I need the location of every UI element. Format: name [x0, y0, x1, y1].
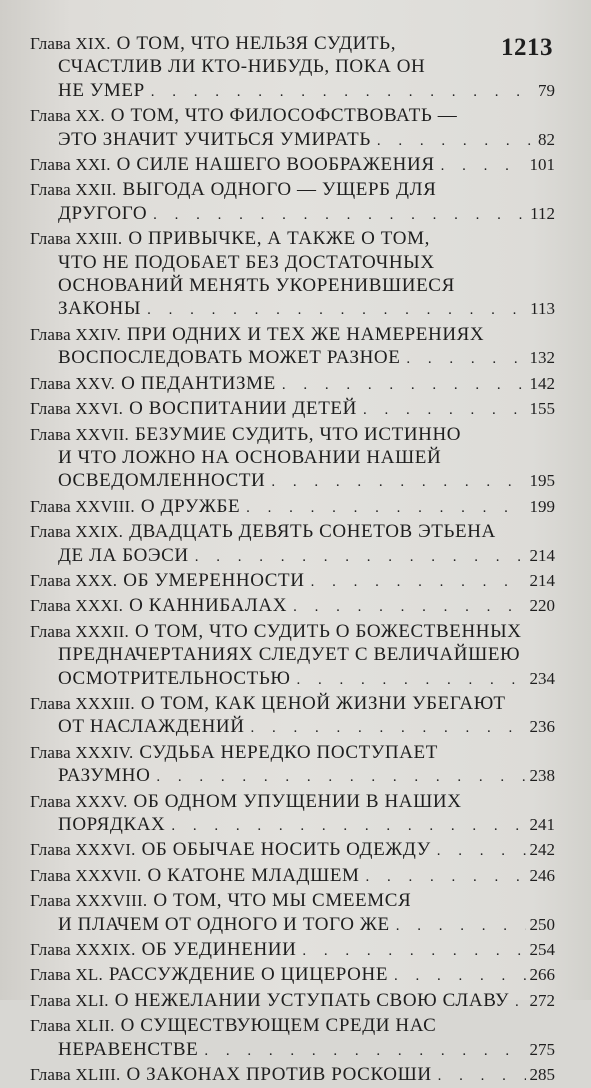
- toc-line: [30, 297, 555, 322]
- chapter-title-line: ДВАДЦАТЬ ДЕВЯТЬ СОНЕТОВ ЭТЬЕНА: [129, 521, 496, 543]
- chapter-title-line: О ДРУЖБЕ: [140, 495, 241, 517]
- chapter-label: Глава XXXIII.: [30, 693, 135, 713]
- toc-line: [30, 813, 555, 838]
- toc-line: [30, 274, 555, 297]
- toc-entry: [30, 838, 555, 863]
- toc-entry: [30, 104, 555, 153]
- toc-line: [30, 397, 555, 422]
- toc-entry: [30, 1014, 555, 1063]
- toc-line: [30, 520, 555, 543]
- leader-dots: [363, 399, 526, 422]
- toc-line: [30, 55, 555, 78]
- leader-dots: [515, 991, 525, 1014]
- toc-line: [30, 372, 555, 397]
- chapter-label: Глава XXVI.: [30, 399, 124, 419]
- chapter-title-line: О ТОМ, ЧТО НЕЛЬЗЯ СУДИТЬ,: [116, 33, 397, 54]
- toc-line: [30, 620, 555, 643]
- chapter-title-line: О КАННИБАЛАХ: [129, 595, 288, 617]
- chapter-label: Глава XLI.: [30, 990, 109, 1010]
- chapter-title-line: О ТОМ, ЧТО ФИЛОСОФСТВОВАТЬ —: [110, 105, 458, 127]
- page-ref: 214: [529, 570, 555, 590]
- toc-line: [30, 495, 555, 520]
- page-number: 1213: [501, 34, 553, 61]
- toc-line: [30, 346, 555, 371]
- toc-line: [30, 790, 555, 813]
- chapter-label: Глава XXVII.: [30, 424, 129, 444]
- chapter-title-line: ЗАКОНЫ: [58, 298, 142, 320]
- toc-line: [30, 251, 555, 274]
- chapter-title-line: СУДЬБА НЕРЕДКО ПОСТУПАЕТ: [139, 741, 438, 763]
- toc-line: [30, 323, 555, 346]
- toc-line: [30, 838, 555, 863]
- chapter-label: Глава XXXIX.: [30, 940, 136, 960]
- chapter-label: Глава XXXVII.: [30, 865, 142, 885]
- toc-line: [30, 202, 555, 227]
- leader-dots: [151, 81, 534, 104]
- chapter-title-line: ОБ ОБЫЧАЕ НОСИТЬ ОДЕЖДУ: [141, 839, 431, 861]
- chapter-title-line: О ТОМ, ЧТО МЫ СМЕЕМСЯ: [153, 890, 412, 912]
- chapter-title-line: О ТОМ, КАК ЦЕНОЙ ЖИЗНИ УБЕГАЮТ: [140, 692, 506, 714]
- page-ref: 246: [529, 865, 555, 885]
- page-ref: 250: [529, 914, 555, 934]
- toc-line: [30, 1063, 555, 1088]
- chapter-title-line: И ЧТО ЛОЖНО НА ОСНОВАНИИ НАШЕЙ: [58, 446, 442, 468]
- toc-line: [30, 764, 555, 789]
- chapter-title-line: ВЫГОДА ОДНОГО — УЩЕРБ ДЛЯ: [122, 179, 437, 201]
- page-ref: 199: [529, 496, 555, 516]
- page-ref: 112: [530, 203, 555, 223]
- toc-entry: [30, 620, 555, 692]
- chapter-label: Глава XX.: [30, 106, 105, 126]
- chapter-label: Глава XL.: [30, 965, 103, 985]
- chapter-label: Глава XXIV.: [30, 324, 121, 344]
- leader-dots: [251, 717, 526, 740]
- toc-entry: [30, 423, 555, 495]
- chapter-title-line: ПРЕДНАЧЕРТАНИЯХ СЛЕДУЕТ С ВЕЛИЧАЙШЕЮ: [58, 644, 521, 666]
- toc-entry: [30, 989, 555, 1014]
- chapter-title-line: ОБ УЕДИНЕНИИ: [141, 939, 297, 961]
- page-ref: 272: [529, 990, 555, 1010]
- leader-dots: [204, 1040, 525, 1063]
- chapter-label: Глава XXIX.: [30, 522, 124, 542]
- page-ref: 241: [529, 815, 555, 834]
- page-ref: 113: [530, 299, 555, 319]
- page-ref: 101: [529, 155, 555, 175]
- toc-line: [30, 153, 555, 178]
- toc-entry: [30, 323, 555, 372]
- toc-line: [30, 667, 555, 692]
- chapter-label: Глава XXXI.: [30, 596, 124, 616]
- toc-line: [30, 104, 555, 127]
- toc-line: [30, 594, 555, 619]
- leader-dots: [311, 571, 526, 594]
- toc-entry: [30, 569, 555, 594]
- toc-line: [30, 178, 555, 201]
- page-ref: 275: [529, 1039, 555, 1059]
- chapter-label: Глава XIX.: [30, 34, 111, 53]
- toc-entry: [30, 692, 555, 741]
- chapter-label: Глава XXVIII.: [30, 496, 135, 516]
- chapter-label: Глава XXII.: [30, 180, 117, 200]
- chapter-label: Глава XXIII.: [30, 229, 123, 249]
- toc-entry: [30, 741, 555, 790]
- page-ref: 82: [538, 129, 555, 149]
- toc-line: [30, 1014, 555, 1037]
- toc-line: [30, 963, 555, 988]
- leader-dots: [396, 915, 526, 938]
- toc-line: [30, 128, 555, 153]
- page-ref: 79: [538, 80, 555, 100]
- toc-line: [30, 643, 555, 666]
- leader-dots: [147, 299, 526, 322]
- leader-dots: [394, 965, 525, 988]
- chapter-title-line: О ТОМ, ЧТО СУДИТЬ О БОЖЕСТВЕННЫХ: [134, 620, 522, 642]
- page-ref: 236: [529, 717, 555, 737]
- chapter-title-line: НЕРАВЕНСТВЕ: [58, 1038, 199, 1060]
- chapter-label: Глава XXI.: [30, 155, 111, 175]
- chapter-title-line: О ЗАКОНАХ ПРОТИВ РОСКОШИ: [126, 1064, 432, 1086]
- toc-line: [30, 32, 555, 55]
- toc-line: [30, 715, 555, 740]
- leader-dots: [366, 866, 526, 889]
- toc-entry: [30, 397, 555, 422]
- chapter-title-line: О ВОСПИТАНИИ ДЕТЕЙ: [129, 398, 357, 420]
- page-ref: 195: [529, 471, 555, 491]
- chapter-title-line: О ПРИВЫЧКЕ, А ТАКЖЕ О ТОМ,: [128, 228, 430, 250]
- table-of-contents: [30, 32, 555, 1088]
- toc-line: [30, 423, 555, 446]
- chapter-title-line: О НЕЖЕЛАНИИ УСТУПАТЬ СВОЮ СЛАВУ: [114, 989, 510, 1011]
- toc-entry: [30, 1063, 555, 1088]
- leader-dots: [441, 155, 526, 178]
- chapter-title-line: БЕЗУМИЕ СУДИТЬ, ЧТО ИСТИННО: [134, 423, 462, 445]
- page-ref: 266: [529, 965, 555, 985]
- toc-line: [30, 741, 555, 764]
- toc-entry: [30, 153, 555, 178]
- toc-entry: [30, 594, 555, 619]
- toc-entry: [30, 938, 555, 963]
- page-ref: 214: [529, 545, 555, 565]
- toc-entry: [30, 864, 555, 889]
- page-ref: 238: [529, 766, 555, 786]
- leader-dots: [377, 130, 534, 153]
- chapter-title-line: ВОСПОСЛЕДОВАТЬ МОЖЕТ РАЗНОЕ: [58, 347, 401, 369]
- toc-line: [30, 913, 555, 938]
- chapter-title-line: О СУЩЕСТВУЮЩЕМ СРЕДИ НАС: [120, 1015, 437, 1037]
- chapter-label: Глава XXXVIII.: [30, 891, 148, 911]
- chapter-label: Глава XXV.: [30, 373, 116, 393]
- toc-line: [30, 989, 555, 1014]
- chapter-title-line: ОБ УМЕРЕННОСТИ: [123, 569, 305, 591]
- toc-entry: [30, 963, 555, 988]
- chapter-title-line: НЕ УМЕР: [58, 79, 145, 101]
- toc-line: [30, 79, 555, 104]
- chapter-label: Глава XLII.: [30, 1016, 115, 1036]
- leader-dots: [171, 815, 525, 838]
- page-ref: 142: [529, 373, 555, 393]
- chapter-title-line: О КАТОНЕ МЛАДШЕМ: [147, 864, 360, 886]
- chapter-title-line: ДЕ ЛА БОЭСИ: [58, 544, 189, 566]
- chapter-label: Глава XXXVI.: [30, 840, 136, 860]
- page-ref: 132: [529, 348, 555, 368]
- leader-dots: [195, 546, 526, 569]
- chapter-title-line: РАЗУМНО: [58, 765, 151, 787]
- chapter-title-line: О СИЛЕ НАШЕГО ВООБРАЖЕНИЯ: [116, 154, 435, 176]
- chapter-title-line: ДРУГОГО: [58, 202, 148, 224]
- leader-dots: [406, 348, 525, 371]
- page-ref: 242: [529, 840, 555, 860]
- page-ref: 285: [529, 1065, 555, 1085]
- leader-dots: [156, 766, 525, 789]
- chapter-title-line: ПРИ ОДНИХ И ТЕХ ЖЕ НАМЕРЕНИЯХ: [126, 323, 485, 345]
- leader-dots: [153, 204, 526, 227]
- toc-line: [30, 864, 555, 889]
- leader-dots: [437, 840, 526, 863]
- toc-entry: [30, 32, 555, 104]
- chapter-title-line: И ПЛАЧЕМ ОТ ОДНОГО И ТОГО ЖЕ: [58, 913, 390, 935]
- toc-line: [30, 469, 555, 494]
- chapter-title-line: СЧАСТЛИВ ЛИ КТО-НИБУДЬ, ПОКА ОН: [58, 56, 426, 78]
- leader-dots: [438, 1065, 526, 1088]
- toc-entry: [30, 790, 555, 839]
- toc-entry: [30, 372, 555, 397]
- chapter-title-line: О ПЕДАНТИЗМЕ: [121, 372, 276, 394]
- chapter-label: Глава XXXIV.: [30, 742, 134, 762]
- chapter-label: Глава XLIII.: [30, 1065, 121, 1085]
- chapter-label: Глава XXX.: [30, 570, 118, 590]
- toc-entry: [30, 178, 555, 227]
- chapter-title-line: ЧТО НЕ ПОДОБАЕТ БЕЗ ДОСТАТОЧНЫХ: [58, 251, 435, 273]
- toc-entry: [30, 520, 555, 569]
- toc-entry: [30, 495, 555, 520]
- chapter-title-line: ОСМОТРИТЕЛЬНОСТЬЮ: [58, 667, 291, 689]
- page-ref: 234: [529, 668, 555, 688]
- toc-entry: [30, 889, 555, 938]
- chapter-label: Глава XXXV.: [30, 791, 128, 811]
- chapter-title-line: ОБ ОДНОМ УПУЩЕНИИ В НАШИХ: [133, 790, 462, 812]
- chapter-title-line: ОСНОВАНИЙ МЕНЯТЬ УКОРЕНИВШИЕСЯ: [58, 275, 455, 297]
- chapter-title-line: ПОРЯДКАХ: [58, 814, 166, 835]
- chapter-title-line: РАССУЖДЕНИЕ О ЦИЦЕРОНЕ: [108, 964, 389, 986]
- toc-line: [30, 1038, 555, 1063]
- page-ref: 220: [529, 596, 555, 616]
- chapter-title-line: ОСВЕДОМЛЕННОСТИ: [58, 470, 266, 492]
- leader-dots: [293, 596, 525, 619]
- chapter-title-line: ОТ НАСЛАЖДЕНИЙ: [58, 716, 245, 738]
- leader-dots: [282, 374, 526, 397]
- leader-dots: [297, 669, 526, 692]
- toc-line: [30, 227, 555, 250]
- toc-line: [30, 544, 555, 569]
- toc-line: [30, 446, 555, 469]
- leader-dots: [246, 497, 525, 520]
- page-ref: 254: [529, 940, 555, 960]
- chapter-label: Глава XXXII.: [30, 621, 129, 641]
- toc-entry: [30, 227, 555, 323]
- toc-line: [30, 692, 555, 715]
- toc-line: [30, 889, 555, 912]
- leader-dots: [271, 471, 525, 494]
- leader-dots: [302, 940, 525, 963]
- page-ref: 155: [529, 399, 555, 419]
- toc-line: [30, 938, 555, 963]
- toc-line: [30, 569, 555, 594]
- chapter-title-line: ЭТО ЗНАЧИТ УЧИТЬСЯ УМИРАТЬ: [58, 128, 371, 150]
